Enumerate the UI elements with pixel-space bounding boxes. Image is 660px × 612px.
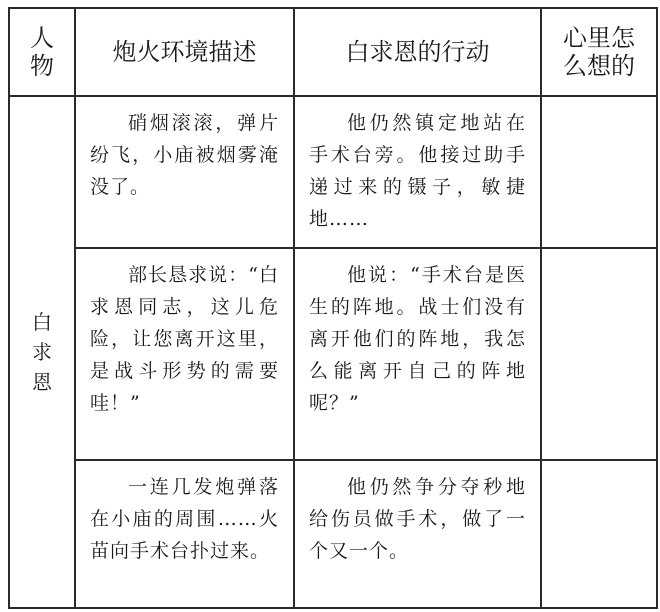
table-row [9,460,657,608]
person-name: 白求恩 [32,310,52,394]
environment-cell: 部长恳求说：“白求恩同志，这儿危险，让您离开这里，是战斗形势的需要哇！” [75,248,294,460]
person-cell [9,96,75,608]
thought-cell[interactable] [541,248,657,460]
worksheet-table [8,7,658,609]
thought-cell[interactable] [541,460,657,608]
action-cell: 他仍然镇定地站在手术台旁。他接过助手递过来的镊子，敏捷地…… [294,96,541,248]
table-row [9,248,657,460]
action-cell: 他说：“手术台是医生的阵地。战士们没有离开他们的阵地，我怎么能离开自己的阵地呢？” [294,248,541,460]
header-thought: 心里怎么想的 [541,8,657,96]
header-person: 人物 [9,8,75,96]
action-cell: 他仍然争分夺秒地给伤员做手术，做了一个又一个。 [294,460,541,608]
environment-cell: 硝烟滚滚，弹片纷飞，小庙被烟雾淹没了。 [75,96,294,248]
thought-cell[interactable] [541,96,657,248]
header-action: 白求恩的行动 [294,8,541,96]
header-environment: 炮火环境描述 [75,8,294,96]
table-row [9,96,657,248]
environment-cell: 一连几发炮弹落在小庙的周围……火苗向手术台扑过来。 [75,460,294,608]
header-row [9,8,657,96]
